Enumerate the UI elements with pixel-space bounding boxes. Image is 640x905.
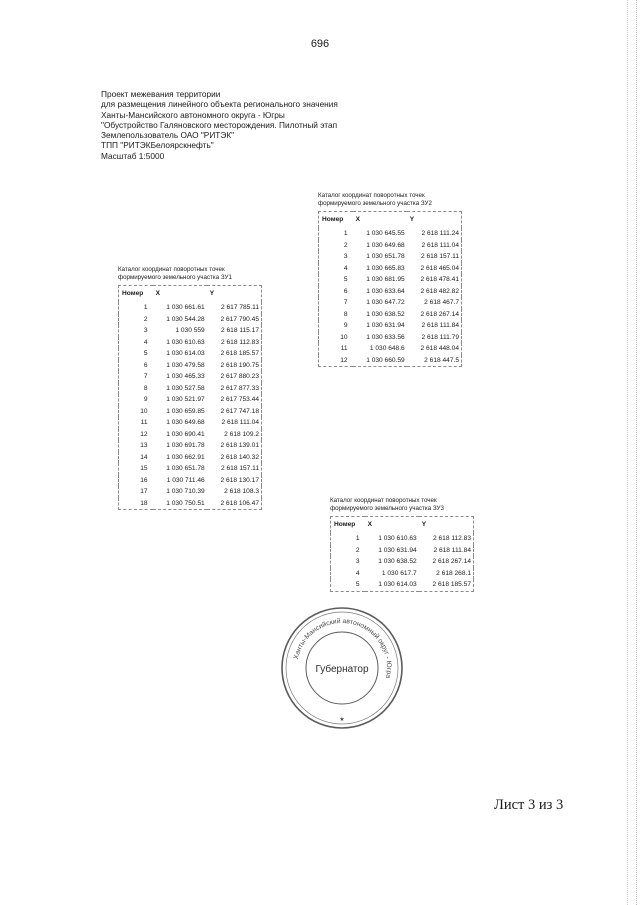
table-row — [119, 348, 262, 360]
point-number: 9 — [143, 396, 148, 404]
table-row — [319, 240, 462, 252]
catalog-title-line: формируемого земельного участка ЗУ2 — [318, 199, 432, 207]
catalog-title — [330, 497, 474, 513]
column-header-y: Y — [409, 215, 415, 223]
point-number: 4 — [343, 264, 348, 272]
point-number: 5 — [355, 581, 360, 589]
table-header-row — [119, 285, 262, 302]
point-number: 2 — [343, 241, 348, 249]
coordinate-y: 2 618 115.17 — [220, 327, 259, 335]
coordinate-y: 2 618 447.5 — [424, 356, 459, 364]
coordinates-table — [318, 211, 462, 368]
coordinate-x: 1 030 631.94 — [366, 322, 405, 330]
column-header-number: Номер — [334, 520, 356, 528]
coordinate-y: 2 618 111.04 — [221, 419, 259, 427]
table-header-row — [331, 516, 474, 533]
official-seal-stamp — [279, 605, 405, 731]
table-row — [119, 440, 262, 452]
coordinate-y: 2 617 747.18 — [220, 407, 259, 415]
coordinate-x: 1 030 638.52 — [366, 310, 405, 318]
coordinate-y: 2 618 467.7 — [424, 299, 459, 307]
table-row — [119, 383, 262, 395]
point-number: 3 — [343, 253, 348, 261]
coordinate-y: 2 617 785.11 — [220, 304, 259, 312]
point-number: 1 — [355, 535, 360, 543]
coordinate-y: 2 618 139.01 — [220, 442, 259, 450]
coordinate-x: 1 030 633.56 — [366, 333, 405, 341]
header-line: Землепользователь ОАО "РИТЭК" — [101, 130, 235, 141]
coordinate-y: 2 618 111.84 — [433, 546, 471, 554]
coordinate-x: 1 030 527.58 — [166, 384, 205, 392]
point-number: 10 — [140, 407, 148, 415]
point-number: 11 — [340, 345, 348, 353]
table-row — [319, 355, 462, 367]
table-row — [119, 325, 262, 337]
coordinate-y: 2 618 106.47 — [220, 499, 259, 507]
coordinate-y: 2 618 111.79 — [421, 333, 459, 341]
column-header-number: Номер — [322, 215, 344, 223]
point-number: 14 — [140, 453, 148, 461]
coordinate-y: 2 618 478.41 — [420, 276, 459, 284]
coordinate-x: 1 030 559 — [175, 327, 205, 335]
coordinate-x: 1 030 633.64 — [366, 287, 405, 295]
document-header — [101, 89, 338, 161]
table-row — [119, 314, 262, 326]
catalog-title-line: формируемого земельного участка ЗУ3 — [330, 504, 444, 512]
coordinate-y: 2 618 185.57 — [220, 350, 259, 358]
point-number: 12 — [140, 430, 148, 438]
point-number: 3 — [143, 327, 148, 335]
coordinate-y: 2 618 448.04 — [420, 345, 459, 353]
point-number: 7 — [343, 299, 348, 307]
point-number: 2 — [355, 546, 360, 554]
table-row — [331, 579, 474, 591]
point-number: 8 — [343, 310, 348, 318]
table-row — [319, 228, 462, 240]
table-row — [319, 297, 462, 309]
coordinate-x: 1 030 614.03 — [166, 350, 205, 358]
point-number: 17 — [140, 488, 148, 496]
table-row — [319, 332, 462, 344]
table-row — [119, 417, 262, 429]
table-row — [119, 371, 262, 383]
coordinate-x: 1 030 662.91 — [166, 453, 205, 461]
table-row — [119, 394, 262, 406]
point-number: 11 — [140, 419, 148, 427]
table-row — [319, 343, 462, 355]
point-number: 8 — [143, 384, 148, 392]
point-number: 10 — [340, 333, 348, 341]
coordinate-y: 2 618 268.1 — [436, 569, 471, 577]
coordinate-y: 2 618 111.04 — [421, 241, 459, 249]
catalog-title-line: Каталог координат поворотных точек — [318, 192, 425, 199]
header-line: ТПП "РИТЭКБелоярскнефть" — [101, 140, 214, 151]
point-number: 5 — [143, 350, 148, 358]
catalog-title-line: Каталог координат поворотных точек — [118, 266, 225, 273]
table-row — [319, 320, 462, 332]
point-number: 2 — [143, 315, 148, 323]
coordinate-x: 1 030 648.6 — [369, 345, 405, 353]
coordinate-x: 1 030 691.78 — [166, 442, 205, 450]
coordinate-x: 1 030 660.59 — [366, 356, 405, 364]
coordinate-y: 2 618 109.2 — [224, 430, 259, 438]
coordinate-y: 2 618 112.83 — [432, 535, 471, 543]
point-number: 1 — [143, 304, 148, 312]
point-number: 4 — [143, 338, 148, 346]
coordinate-x: 1 030 610.63 — [378, 535, 417, 543]
point-number: 9 — [343, 322, 348, 330]
coordinate-x: 1 030 681.95 — [366, 276, 405, 284]
table-row — [119, 337, 262, 349]
coordinates-table — [118, 285, 262, 511]
coordinate-x: 1 030 661.61 — [166, 304, 205, 312]
table-row — [319, 309, 462, 321]
coordinate-y: 2 618 465.04 — [420, 264, 459, 272]
coordinate-x: 1 030 711.46 — [166, 476, 205, 484]
point-number: 15 — [140, 465, 148, 473]
coordinate-y: 2 618 111.84 — [421, 322, 459, 330]
table-row — [119, 302, 262, 314]
coordinate-x: 1 030 651.78 — [166, 465, 205, 473]
column-header-y: Y — [421, 520, 427, 528]
table-row — [119, 429, 262, 441]
column-header-number: Номер — [122, 289, 144, 297]
table-row — [119, 360, 262, 372]
point-number: 1 — [343, 230, 348, 238]
coordinate-y: 2 618 482.82 — [420, 287, 459, 295]
table-row — [331, 568, 474, 580]
coordinate-x: 1 030 645.55 — [366, 230, 405, 238]
point-number: 5 — [343, 276, 348, 284]
catalog-zu1 — [118, 266, 262, 510]
table-header-row — [319, 211, 462, 228]
coordinate-x: 1 030 649.68 — [366, 241, 405, 249]
coordinate-y: 2 618 157.11 — [220, 465, 259, 473]
point-number: 3 — [355, 558, 360, 566]
point-number: 7 — [143, 373, 148, 381]
coordinate-y: 2 618 112.83 — [220, 338, 259, 346]
coordinate-x: 1 030 750.51 — [166, 499, 205, 507]
point-number: 6 — [343, 287, 348, 295]
header-line: Масштаб 1:5000 — [101, 150, 165, 161]
scan-edge-line-inner — [626, 0, 628, 905]
coordinate-x: 1 030 610.63 — [166, 338, 205, 346]
catalog-title — [318, 192, 462, 208]
coordinate-x: 1 030 665.83 — [366, 264, 405, 272]
coordinates-table — [330, 516, 474, 592]
table-row — [119, 486, 262, 498]
coordinate-y: 2 618 267.14 — [420, 310, 459, 318]
coordinate-y: 2 618 140.32 — [220, 453, 259, 461]
column-header-x: X — [155, 289, 160, 297]
table-row — [119, 498, 262, 510]
seal-ring-text: Ханты-Мансийский автономный округ - Югра — [292, 617, 393, 679]
table-row — [331, 533, 474, 545]
table-row — [319, 286, 462, 298]
coordinate-y: 2 618 185.57 — [432, 581, 471, 589]
table-row — [319, 251, 462, 263]
coordinate-x: 1 030 651.78 — [366, 253, 405, 261]
sheet-label: Лист 3 из 3 — [494, 797, 564, 813]
coordinate-x: 1 030 638.52 — [378, 558, 417, 566]
coordinate-x: 1 030 479.58 — [166, 361, 205, 369]
coordinate-x: 1 030 631.94 — [378, 546, 417, 554]
point-number: 16 — [140, 476, 148, 484]
coordinate-y: 2 617 880.23 — [220, 373, 259, 381]
coordinate-x: 1 030 465.33 — [166, 373, 205, 381]
column-header-x: X — [355, 215, 360, 223]
point-number: 4 — [355, 569, 360, 577]
table-row — [319, 274, 462, 286]
seal-center-text: Губернатор — [315, 664, 369, 675]
scan-edge-line — [635, 0, 637, 905]
coordinate-y: 2 618 130.17 — [220, 476, 259, 484]
coordinate-y: 2 618 111.24 — [421, 230, 459, 238]
coordinate-x: 1 030 690.41 — [166, 430, 205, 438]
coordinate-x: 1 030 617.7 — [381, 569, 417, 577]
point-number: 18 — [140, 499, 148, 507]
table-row — [119, 475, 262, 487]
catalog-zu2 — [318, 192, 462, 367]
header-line: для размещения линейного объекта регионального значения — [101, 99, 338, 110]
coordinate-x: 1 030 521.97 — [166, 396, 205, 404]
coordinate-y: 2 618 190.75 — [220, 361, 259, 369]
table-row — [119, 463, 262, 475]
coordinate-y: 2 618 108.3 — [224, 488, 259, 496]
coordinate-x: 1 030 614.03 — [378, 581, 417, 589]
coordinate-y: 2 617 753.44 — [220, 396, 259, 404]
header-line: Проект межевания территории — [101, 89, 221, 99]
point-number: 12 — [340, 356, 348, 364]
coordinate-x: 1 030 710.39 — [166, 488, 205, 496]
coordinate-x: 1 030 647.72 — [366, 299, 405, 307]
table-row — [331, 556, 474, 568]
table-row — [319, 263, 462, 275]
coordinate-x: 1 030 544.28 — [166, 315, 205, 323]
seal-star-icon: ★ — [339, 717, 345, 723]
coordinate-x: 1 030 659.85 — [166, 407, 205, 415]
catalog-title-line: формируемого земельного участка ЗУ1 — [118, 273, 232, 281]
coordinate-x: 1 030 649.68 — [166, 419, 205, 427]
column-header-y: Y — [209, 289, 215, 297]
catalog-title — [118, 266, 262, 282]
header-line: Ханты-Мансийского автономного округа - Югры — [101, 109, 285, 120]
coordinate-y: 2 618 267.14 — [432, 558, 471, 566]
header-line: "Обустройство Галяновского месторождения. Пилотный этап — [101, 119, 338, 130]
table-row — [119, 452, 262, 464]
catalog-title-line: Каталог координат поворотных точек — [330, 497, 437, 504]
coordinate-y: 2 617 790.45 — [220, 315, 259, 323]
coordinate-y: 2 617 877.33 — [220, 384, 259, 392]
coordinate-y: 2 618 157.11 — [420, 253, 459, 261]
catalog-zu3 — [330, 497, 474, 592]
point-number: 6 — [143, 361, 148, 369]
point-number: 13 — [140, 442, 148, 450]
table-row — [119, 406, 262, 418]
page-number: 696 — [310, 38, 330, 50]
table-row — [331, 545, 474, 557]
column-header-x: X — [367, 520, 372, 528]
